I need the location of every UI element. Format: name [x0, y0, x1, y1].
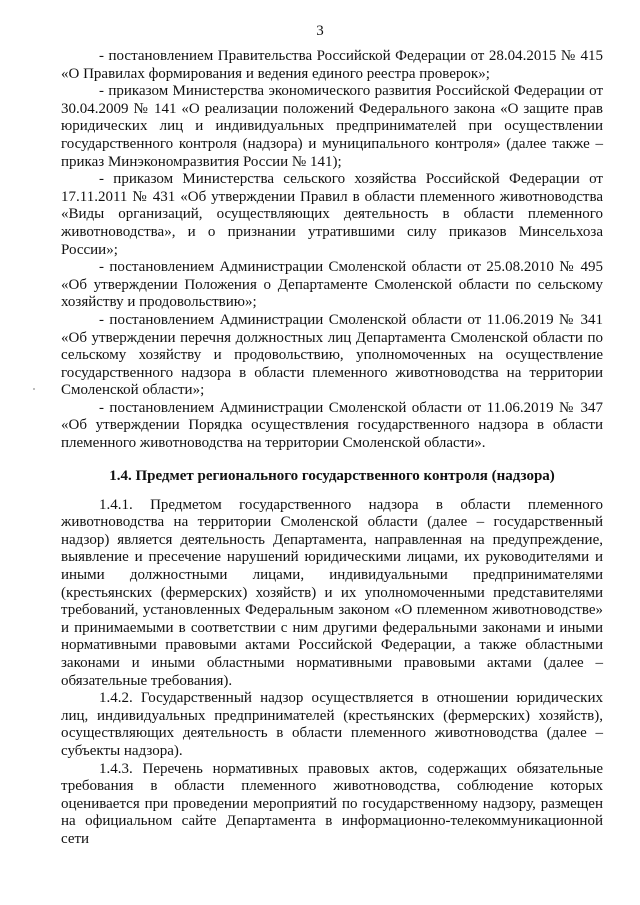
list-item-government-decree-415: - постановлением Правительства Российской Федерации от 28.04.2015 № 415 «О Правилах формирования и ведения единого реестра проверок»; — [61, 48, 603, 82]
list-item-order-minselkhoz-431: - приказом Министерства сельского хозяйства Российской Федерации от 17.11.2011 № 431 «Об утверждении Правил в области племенного животноводства «Виды организаций, осуществляющих деятельность в области племенного животноводства», и о признании утратившими силу приказов Минсельхоза России»; — [61, 171, 603, 258]
list-item-smolensk-decree-341: - постановлением Администрации Смоленской области от 11.06.2019 № 341 «Об утверждении перечня должностных лиц Департамента Смоленской области по сельскому хозяйству и продовольствию, уполномоченных на осуществление государственного надзора в области племенного животноводства на территории Смоленской области»; — [61, 311, 603, 399]
list-item-smolensk-decree-495: - постановлением Администрации Смоленской области от 25.08.2010 № 495 «Об утверждении Положения о Департаменте Смоленской области по сельскому хозяйству и продовольствию»; — [61, 259, 603, 311]
paragraph-1-4-3: 1.4.3. Перечень нормативных правовых актов, содержащих обязательные требования в области племенного животноводства, соблюдение которых оценивается при проведении мероприятий по государственному надзору, размещен на официальном сайте Департамента в информационно-телекоммуникационной сети — [61, 760, 603, 847]
paragraph-1-4-2: 1.4.2. Государственный надзор осуществляется в отношении юридических лиц, индивидуальных предпринимателей (крестьянских (фермерских) хозяйств), осуществляющих деятельность в области племенного животноводства (далее – субъекты надзора). — [61, 690, 603, 759]
scan-artifact-mark — [33, 388, 35, 390]
section-heading: 1.4. Предмет регионального государственного контроля (надзора) — [109, 467, 555, 484]
page-number: 3 — [316, 23, 324, 39]
paragraph-1-4-1: 1.4.1. Предметом государственного надзора в области племенного животноводства на территории Смоленской области (далее – государственный надзор) является деятельность Департамента, направленная на предупреждение, выявление и пресечение нарушений юридическими лицами, их руководителями и иными должностными лицами, индивидуальными предпринимателями (крестьянских (фермерских) хозяйств) и их уполномоченными представителями требований, установленных Федеральным законом «О племенном животноводстве» и принимаемыми в соответствии с ним другими федеральными законами и иными нормативными правовыми актами Российской Федерации, а также областными законами и иными областными нормативными правовыми актами (далее – обязательные требования). — [61, 496, 603, 689]
list-item-smolensk-decree-347: - постановлением Администрации Смоленской области от 11.06.2019 № 347 «Об утверждении Порядка осуществления государственного надзора в области племенного животноводства на территории Смоленской области». — [61, 399, 603, 452]
list-item-order-minekonom-141: - приказом Министерства экономического развития Российской Федерации от 30.04.2009 № 141 «О реализации положений Федерального закона «О защите прав юридических лиц и индивидуальных предпринимателей при осуществлении государственного контроля (надзора) и муниципального контроля» (далее также – приказ Минэкономразвития России № 141); — [61, 83, 603, 170]
document-body — [61, 48, 603, 849]
